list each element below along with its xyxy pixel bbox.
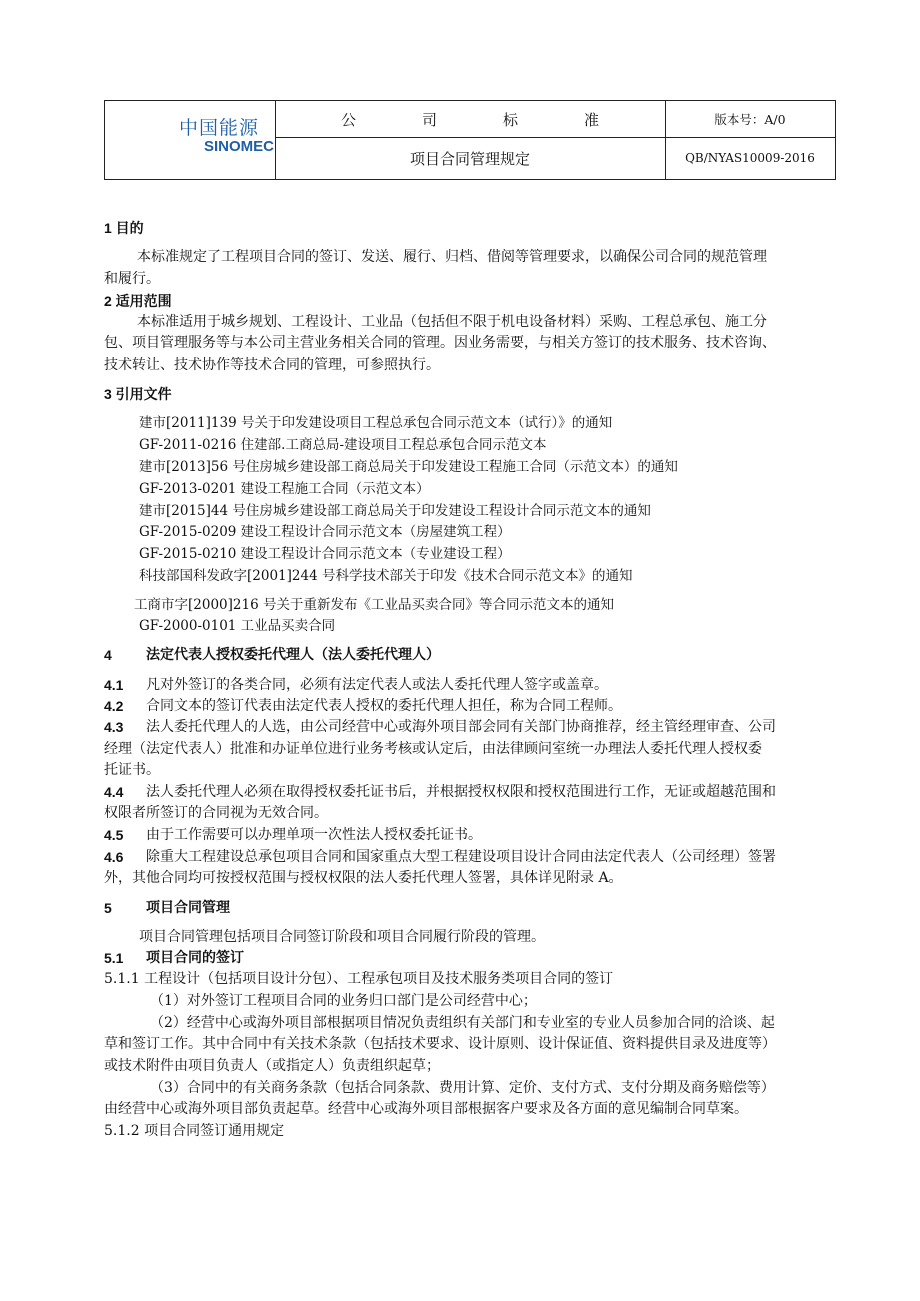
std-char: 准 bbox=[583, 110, 599, 129]
version-number: 版本号：A/0 bbox=[714, 112, 786, 127]
clause-text: 托证书。 bbox=[104, 762, 160, 778]
clause-text: 除重大工程建设总承包项目合同和国家重点大型工程建设项目设计合同由法定代表人（公司经理）签署 bbox=[146, 849, 776, 865]
section-4-number: 4 bbox=[104, 647, 112, 663]
list-item: （3）合同中的有关商务条款（包括合同条款、费用计算、定价、支付方式、支付分期及商务赔偿等） bbox=[150, 1080, 775, 1096]
section-5-heading: 项目合同管理 bbox=[146, 900, 230, 916]
subsection-5-1-2: 5.1.2 项目合同签订通用规定 bbox=[104, 1123, 285, 1139]
section-5-intro: 项目合同管理包括项目合同签订阶段和项目合同履行阶段的管理。 bbox=[139, 929, 545, 945]
company-standard-label bbox=[275, 101, 665, 137]
section-2-text: 包、项目管理服务等与本公司主营业务相关合同的管理。因业务需要，与相关方签订的技术服务、技术咨询、 bbox=[104, 335, 776, 351]
clause-number: 4.2 bbox=[104, 698, 124, 714]
clause-text: 经理（法定代表人）批准和办证单位进行业务考核或认定后，由法律顾问室统一办理法人委托代理人授权委 bbox=[104, 741, 762, 757]
document-title: 项目合同管理规定 bbox=[409, 149, 530, 168]
reference-item: 工商市字[2000]216 号关于重新发布《工业品买卖合同》等合同示范文本的通知 bbox=[134, 597, 614, 613]
clause-text: 权限者所签订的合同视为无效合同。 bbox=[104, 805, 328, 821]
company-logo-cn: 中国能源 bbox=[179, 117, 260, 139]
list-item: （2）经营中心或海外项目部根据项目情况负责组织有关部门和专业室的专业人员参加合同的洽谈、起 bbox=[150, 1015, 775, 1031]
section-3-heading: 3 引用文件 bbox=[104, 386, 172, 402]
reference-item: GF-2013-0201 建设工程施工合同（示范文本） bbox=[139, 481, 430, 497]
std-char: 公 bbox=[341, 110, 357, 129]
clause-number: 4.3 bbox=[104, 719, 124, 735]
list-item: （1）对外签订工程项目合同的业务归口部门是公司经营中心； bbox=[150, 993, 537, 1009]
subsection-5-1-1: 5.1.1 工程设计（包括项目设计分包）、工程承包项目及技术服务类项目合同的签订 bbox=[104, 971, 614, 987]
subsection-number: 5.1 bbox=[104, 950, 124, 966]
std-char: 司 bbox=[421, 110, 437, 129]
company-logo-en: SINOMEC bbox=[204, 138, 275, 155]
reference-item: GF-2011-0216 住建部.工商总局-建设项目工程总承包合同示范文本 bbox=[139, 437, 547, 453]
section-2-text: 本标准适用于城乡规划、工程设计、工业品（包括但不限于机电设备材料）采购、工程总承包、施工分 bbox=[137, 314, 767, 330]
clause-text: 由于工作需要可以办理单项一次性法人授权委托证书。 bbox=[146, 827, 482, 843]
clause-number: 4.5 bbox=[104, 827, 124, 843]
section-1-text: 和履行。 bbox=[104, 271, 160, 287]
clause-number: 4.4 bbox=[104, 784, 124, 800]
list-item-continued: 由经营中心或海外项目部负责起草。经营中心或海外项目部根据客户要求及各方面的意见编制合同草案。 bbox=[104, 1101, 748, 1117]
logo-cell bbox=[105, 101, 276, 179]
section-2-text: 技术转让、技术协作等技术合同的管理，可参照执行。 bbox=[104, 357, 440, 373]
list-item-continued: 草和签订工作。其中合同中有关技术条款（包括技术要求、设计原则、设计保证值、资料提供目录及进度等） bbox=[104, 1036, 776, 1052]
clause-text: 合同文本的签订代表由法定代表人授权的委托代理人担任，称为合同工程师。 bbox=[146, 698, 622, 714]
clause-text: 法人委托代理人的人选，由公司经营中心或海外项目部会同有关部门协商推荐，经主管经理审查、公司 bbox=[146, 719, 776, 735]
list-item-continued: 或技术附件由项目负责人（或指定人）负责组织起草； bbox=[104, 1058, 440, 1074]
section-1-heading: 1 目的 bbox=[104, 220, 144, 236]
reference-item: GF-2015-0210 建设工程设计合同示范文本（专业建设工程） bbox=[139, 546, 511, 562]
reference-item: 建市[2015]44 号住房城乡建设部工商总局关于印发建设工程设计合同示范文本的通知 bbox=[139, 503, 651, 519]
document-header-table bbox=[104, 100, 836, 180]
section-5-number: 5 bbox=[104, 900, 112, 916]
clause-number: 4.6 bbox=[104, 849, 124, 865]
reference-item: 建市[2013]56 号住房城乡建设部工商总局关于印发建设工程施工合同（示范文本）的通知 bbox=[139, 459, 678, 475]
clause-text: 外，其他合同均可按授权范围与授权权限的法人委托代理人签署，具体详见附录 A。 bbox=[104, 870, 623, 886]
clause-text: 法人委托代理人必须在取得授权委托证书后，并根据授权权限和授权范围进行工作，无证或超越范围和 bbox=[146, 784, 776, 800]
reference-item: GF-2015-0209 建设工程设计合同示范文本（房屋建筑工程） bbox=[139, 524, 511, 540]
reference-item: GF-2000-0101 工业品买卖合同 bbox=[139, 618, 336, 634]
clause-number: 4.1 bbox=[104, 677, 124, 693]
section-2-heading: 2 适用范围 bbox=[104, 293, 172, 309]
reference-item: 科技部国科发政字[2001]244 号科学技术部关于印发《技术合同示范文本》的通知 bbox=[139, 568, 633, 584]
reference-item: 建市[2011]139 号关于印发建设项目工程总承包合同示范文本（试行）》的通知 bbox=[139, 415, 613, 431]
subsection-5-1-heading: 项目合同的签订 bbox=[146, 950, 244, 966]
standard-code: QB/NYAS10009-2016 bbox=[685, 151, 815, 165]
clause-text: 凡对外签订的各类合同，必须有法定代表人或法人委托代理人签字或盖章。 bbox=[146, 677, 608, 693]
section-4-heading: 法定代表人授权委托代理人（法人委托代理人） bbox=[146, 647, 440, 663]
std-char: 标 bbox=[502, 110, 518, 129]
section-1-text: 本标准规定了工程项目合同的签订、发送、履行、归档、借阅等管理要求，以确保公司合同的规范管理 bbox=[137, 249, 767, 265]
